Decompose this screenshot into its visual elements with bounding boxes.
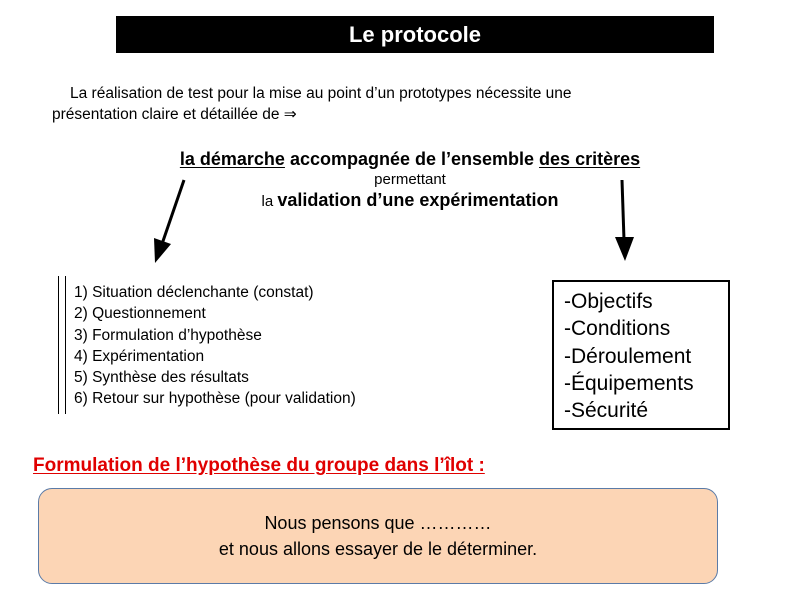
list-item: -Conditions [564,317,671,341]
list-item: -Déroulement [564,344,692,368]
list-item: -Sécurité [564,399,649,423]
demarche-label: la démarche [179,149,285,169]
intro-line-1: La réalisation de test pour la mise au point d’un prototypes nécessite une [70,85,572,102]
left-arrow-icon [154,180,184,263]
steps-double-bar [58,276,66,414]
intro-line-2: présentation claire et détaillée de ⇒ [52,106,297,123]
list-item: 4) Expérimentation [74,347,205,365]
list-item: -Équipements [564,371,694,395]
formulation-title: Formulation de l’hypothèse du groupe dans l’îlot : [33,455,485,476]
accompagnee-text: accompagnée de l’ensemble [284,149,540,169]
slide-title: Le protocole [116,16,714,53]
validation-text: validation d’une expérimentation [277,190,559,210]
criteria-box [552,280,730,430]
hypothesis-line-2: et nous allons essayer de le déterminer. [218,539,538,559]
hypothesis-box [38,488,718,584]
steps-list [74,282,356,410]
permettant-text: permettant [374,171,446,188]
right-arrow-icon [615,180,634,261]
list-item: 5) Synthèse des résultats [74,369,249,387]
la-text: la [261,193,278,210]
list-item: 6) Retour sur hypothèse (pour validation) [74,390,356,408]
hypothesis-line-1: Nous pensons que ………… [264,513,492,533]
criteria-list [564,288,728,424]
list-item: 2) Questionnement [74,305,206,323]
list-item: 3) Formulation d’hypothèse [74,326,262,344]
criteres-label: des critères [539,149,641,169]
list-item: 1) Situation déclenchante (constat) [74,284,314,301]
list-item: -Objectifs [564,290,653,313]
